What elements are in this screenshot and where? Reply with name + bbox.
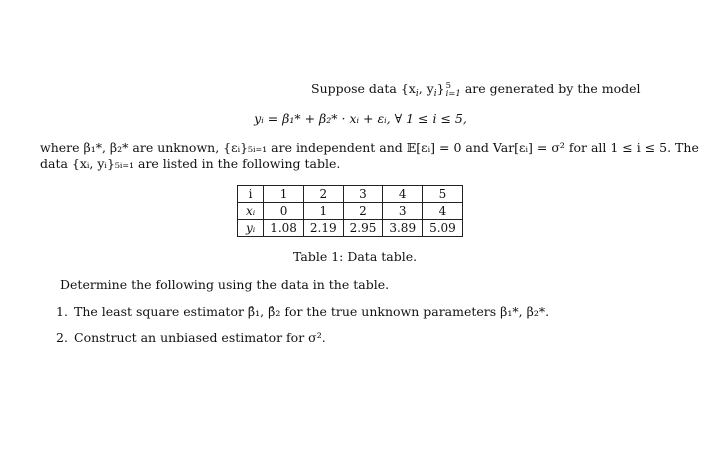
intro-lead: Suppose data {x [311,81,416,96]
intro-after: are generated by the model [460,81,641,96]
table-cell: 5 [423,186,463,203]
intro-mid: , y [418,81,434,96]
intro-line [311,81,641,102]
intro-sup: 5 [445,80,452,91]
where-text-1: where β₁*, β₂* are unknown, {εᵢ}₅ᵢ₌₁ are independent and 𝔼[εᵢ] = 0 and Var[εᵢ] = σ² for all 1 ≤ i ≤ 5. The [40,140,699,155]
question-text: The least square estimator β̂₁, β̂₂ for the true unknown parameters β₁*, β₂*. [74,304,550,319]
intro-brace: } [436,81,445,96]
intro-sub: i=1 [445,88,461,99]
table-cell: 0 [264,203,304,220]
where-line-2 [40,156,340,172]
table-cell: 3 [343,186,383,203]
table-row [238,220,463,237]
intro-limits [446,82,461,98]
prompt-line [60,277,389,293]
question-text: Construct an unbiased estimator for σ². [74,330,326,345]
row-header-y: yᵢ [238,220,264,237]
table-cell: 2.19 [303,220,343,237]
row-header-i: i [238,186,264,203]
question-item [56,330,326,346]
question-number: 1. [56,304,68,319]
table-cell: 2.95 [343,220,383,237]
intro-sub-i: i [415,89,419,99]
row-header-x: xᵢ [238,203,264,220]
intro-sub-i: i [433,89,437,99]
table-row [238,203,463,220]
table-cell: 1 [303,203,343,220]
intro-text [311,80,641,99]
table-cell: 3 [383,203,423,220]
table-cell: 2 [303,186,343,203]
question-number: 2. [56,330,68,345]
model-equation [0,111,721,127]
table-cell: 3.89 [383,220,423,237]
table-row [238,186,463,203]
where-text-2: data {xᵢ, yᵢ}₅ᵢ₌₁ are listed in the following table. [40,156,341,171]
model-equation-text: yᵢ = β₁* + β₂* · xᵢ + εᵢ, ∀ 1 ≤ i ≤ 5, [254,111,467,126]
table-cell: 1 [264,186,304,203]
question-item [56,304,549,320]
table-cell: 4 [383,186,423,203]
data-table [237,185,463,237]
prompt-text: Determine the following using the data in the table. [60,277,390,292]
table-cell: 1.08 [264,220,304,237]
table-caption: Table 1: Data table. [293,249,418,264]
table-cell: 2 [343,203,383,220]
table-cell: 5.09 [423,220,463,237]
where-line-1 [40,140,699,156]
table-cell: 4 [423,203,463,220]
